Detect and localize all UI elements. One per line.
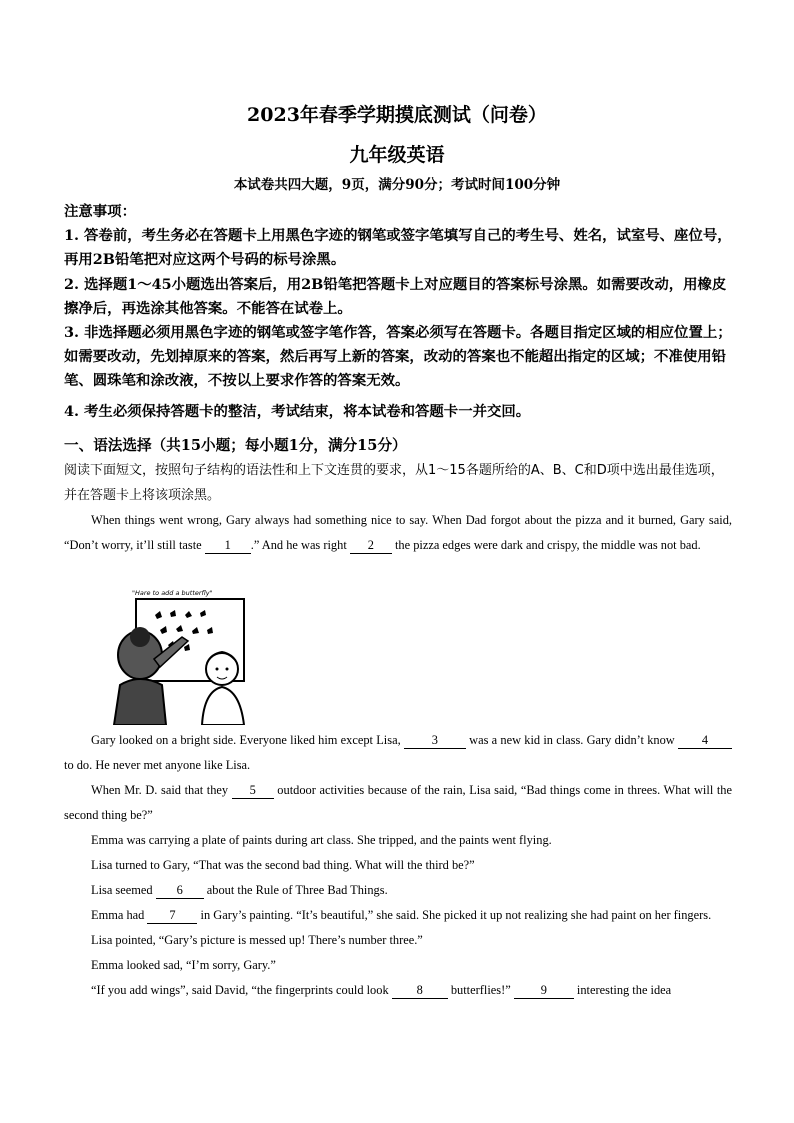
paragraph-4: Emma was carrying a plate of paints during art class. She tripped, and the paints went flying. [91,833,552,847]
exam-subject: 九年级英语 [349,144,445,166]
illustration-caption: "Hare to add a butterfly" [132,589,213,597]
blank-9: 9 [514,982,574,999]
notes-block [64,200,732,424]
note-item-1: 1. 答卷前，考生务必在答题卡上用黑色字迹的钢笔或签字笔填写自己的考生号、姓名，试室号、座位号，再用2B铅笔把对应这两个号码的标号涂黑。 [64,227,732,269]
blank-3: 3 [404,732,466,749]
paragraph-7: Emma had 7 in Gary’s painting. “It’s beautiful,” she said. She picked it up not realizing she had paint on her fingers. [91,908,712,922]
story-part-1 [64,508,732,558]
paragraph-6: Lisa seemed 6 about the Rule of Three Bad Things. [91,883,388,897]
story-part-2 [64,728,732,1003]
blank-6: 6 [156,882,204,899]
paragraph-5: Lisa turned to Gary, “That was the second bad thing. What will the third be?” [91,858,475,872]
note-item-3: 3. 非选择题必须用黑色字迹的钢笔或签字笔作答，答案必须写在答题卡。各题目指定区域的相应位置上；如需要改动，先划掉原来的答案，然后再写上新的答案，改动的答案也不能超出指定的区域；不准使用铅笔、圆珠笔和涂改液，不按以上要求作答的答案无效。 [64,324,732,390]
paragraph-10: “If you add wings”, said David, “the fingerprints could look 8 butterflies!” 9 interesting the idea [91,983,672,997]
exam-info: 本试卷共四大题，9页，满分90分；考试时间100分钟 [233,177,561,193]
note-item-2: 2. 选择题1～45小题选出答案后，用2B铅笔把答题卡上对应题目的答案标号涂黑。如需要改动，用橡皮擦净后，再选涂其他答案。不能答在试卷上。 [64,275,727,317]
blank-5: 5 [232,782,274,799]
blank-8: 8 [392,982,448,999]
exam-title: 2023年春季学期摸底测试（问卷） [247,104,547,126]
note-item-4: 4. 考生必须保持答题卡的整洁，考试结束，将本试卷和答题卡一并交回。 [64,402,531,420]
paragraph-8: Lisa pointed, “Gary’s picture is messed up! There’s number three.” [91,933,423,947]
paragraph-2: Gary looked on a bright side. Everyone liked him except Lisa, 3 was a new kid in class. Gary didn’t know 4 to do. He never met anyone like Lisa. [64,728,732,778]
blank-4: 4 [678,732,732,749]
blank-1: 1 [205,537,251,554]
section-instructions: 阅读下面短文，按照句子结构的语法性和上下文连贯的要求，从1～15各题所给的A、B、C和D项中选出最佳选项，并在答题卡上将该项涂黑。 [64,463,724,503]
section-heading: 一、语法选择（共15小题；每小题1分，满分15分） [64,437,407,454]
blank-2: 2 [350,537,392,554]
notes-heading: 注意事项： [64,203,136,220]
illustration-image [110,585,250,725]
paragraph-9: Emma looked sad, “I’m sorry, Gary.” [91,958,276,972]
blank-7: 7 [147,907,197,924]
paragraph-1: When things went wrong, Gary always had something nice to say. When Dad forgot about the pizza and it burned, Gary said, “Don’t worry, it’ll still taste 1 .” And he was right 2 the pizza edges were dark and crispy, the middle was not bad. [64,513,732,552]
paragraph-3: When Mr. D. said that they 5 outdoor activities because of the rain, Lisa said, “Bad things come in threes. What will the second thing be?” [64,783,732,822]
